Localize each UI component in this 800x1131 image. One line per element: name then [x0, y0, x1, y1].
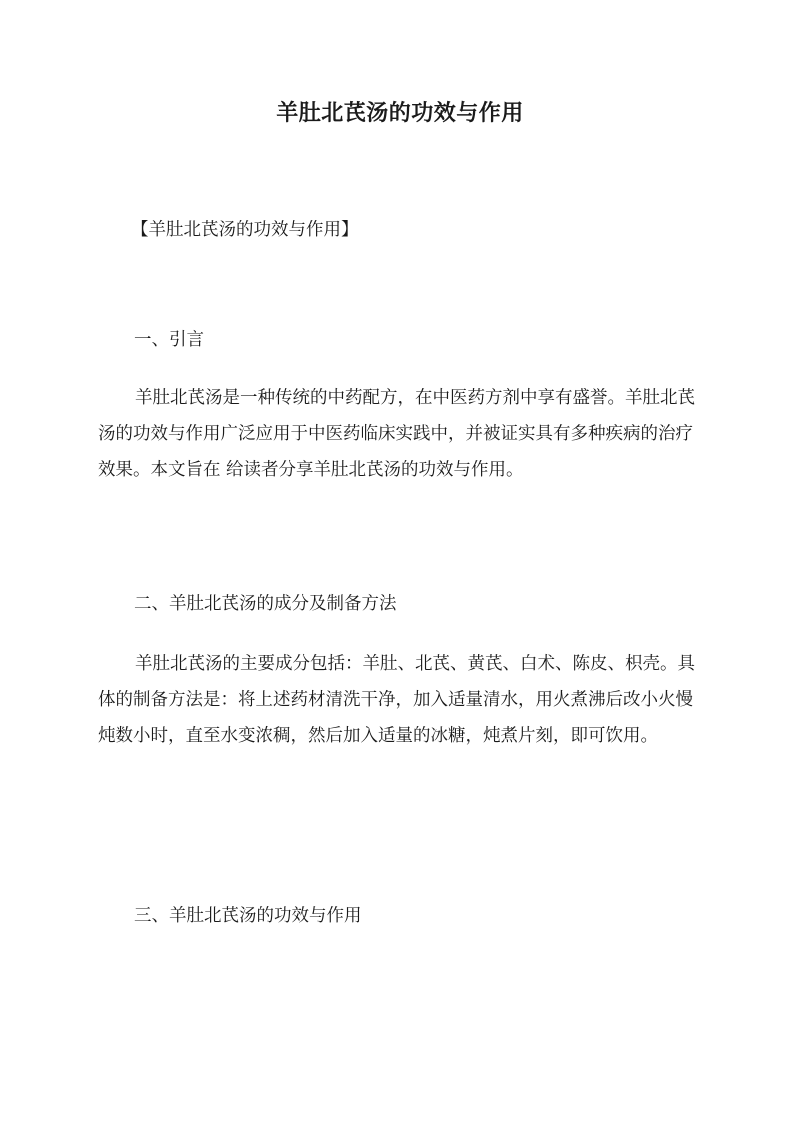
document-title: 羊肚北芪汤的功效与作用 [276, 100, 524, 126]
section-paragraph-ingredients: 羊肚北芪汤的主要成分包括：羊肚、北芪、黄芪、白术、陈皮、枳壳。具体的制备方法是：将上述药材清洗干净，加入适量清水，用火煮沸后改小火慢炖数小时，直至水变浓稠，然后加入适量的冰糖，炖煮片刻，即可饮用。 [98, 654, 695, 746]
section-paragraph-intro: 羊肚北芪汤是一种传统的中药配方，在中医药方剂中享有盛誉。羊肚北芪汤的功效与作用广泛应用于中医药临床实践中，并被证实具有多种疾病的治疗效果。本文旨在 给读者分享羊肚北芪汤的功效与作用。 [98, 388, 695, 480]
section-heading-intro: 一、引言 [134, 330, 204, 350]
section-heading-ingredients: 二、羊肚北芪汤的成分及制备方法 [134, 594, 397, 614]
section-heading-effects: 三、羊肚北芪汤的功效与作用 [134, 906, 362, 926]
bracket-title: 【羊肚北芪汤的功效与作用】 [131, 220, 359, 240]
